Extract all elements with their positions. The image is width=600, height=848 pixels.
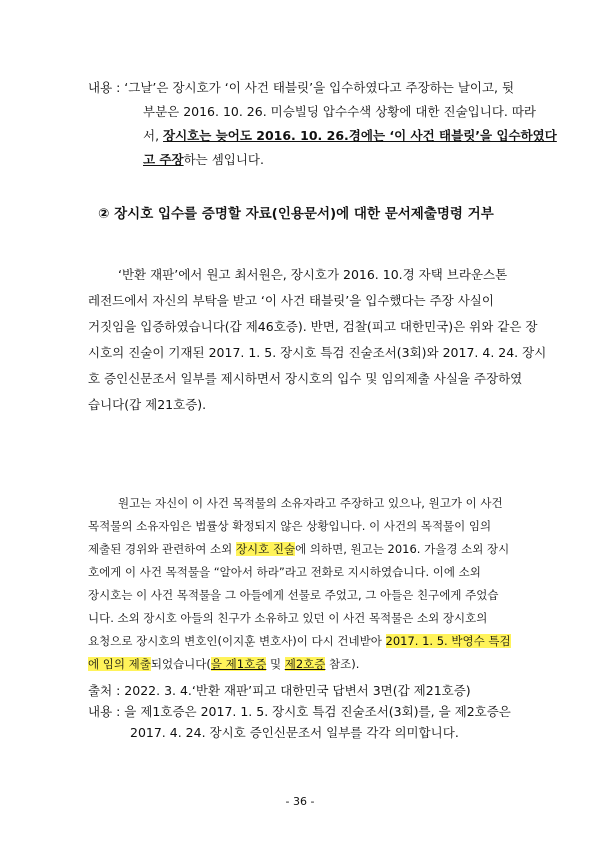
text-line: 호에게 이 사건 목적물을 “알아서 하라”라고 전화로 지시하였습니다. 이에 소외 <box>88 565 481 579</box>
text-line: 장시호는 이 사건 목적물을 그 아들에게 선물로 주었고, 그 아들은 친구에게 주었습 <box>88 588 499 602</box>
text-line: 습니다(갑 제21호증). <box>88 397 207 412</box>
text-run: 서, <box>143 128 164 143</box>
text-line: 니다. 소외 장시호 아들의 친구가 소유하고 있던 이 사건 목적물은 소외 장시호의 <box>88 611 488 625</box>
text-run: 되었습니다( <box>150 657 211 671</box>
highlighted-text: 2017. 1. 5. 박영수 특검 <box>385 634 511 648</box>
highlighted-text: 을 제1호증 <box>210 657 267 671</box>
text-line <box>88 630 528 653</box>
text-line: 거짓임을 입증하였습니다(갑 제46호증). 반면, 검찰(피고 대한민국)은 위와 같은 장 <box>88 319 538 334</box>
text-line <box>88 538 528 561</box>
text-run: 참조). <box>325 657 360 671</box>
text-line: 목적물의 소유자임은 법률상 확정되지 않은 상황입니다. 이 사건의 목적물이 임의 <box>88 519 492 533</box>
text-run: 제출된 경위와 관련하여 소외 <box>88 542 236 556</box>
source-note <box>88 680 528 743</box>
bold-underlined-claim: 장시호는 늦어도 2016. 10. 26.경에는 ‘이 사건 태블릿’을 입수하였다 <box>163 128 557 143</box>
text-line: 시호의 진술이 기재된 2017. 1. 5. 장시호 특검 진술조서(3회)와 2017. 4. 24. 장시 <box>88 345 547 360</box>
source-line: 출처 : 2022. 3. 4.‘반환 재판’피고 대한민국 답변서 3면(갑 제21호증) <box>88 683 471 698</box>
text-line: 레전드에서 자신의 부탁을 받고 ‘이 사건 태블릿’을 입수했다는 주장 사실이 <box>88 293 494 308</box>
text-run: 요청으로 장시호의 변호인(이지훈 변호사)이 다시 건네받아 <box>88 634 386 648</box>
text-run: 및 <box>266 657 285 671</box>
text-line: ‘반환 재판’에서 원고 최서원은, 장시호가 2016. 10.경 자택 브라운스톤 <box>118 267 508 282</box>
text-line <box>88 653 528 676</box>
content-note-section <box>88 76 557 172</box>
content-line: 내용 : 을 제1호증은 2017. 1. 5. 장시호 특검 진술조서(3회)를, 을 제2호증은 <box>88 704 511 719</box>
highlighted-text: 장시호 진술 <box>235 542 296 556</box>
highlighted-text: 에 임의 제출 <box>88 657 151 671</box>
page-number: - 36 - <box>285 795 315 808</box>
text-run: 에 의하면, 원고는 2016. 가을경 소외 장시 <box>295 542 510 556</box>
highlighted-text: 제2호증 <box>284 657 326 671</box>
text-line: 내용 : ‘그날’은 장시호가 ‘이 사건 태블릿’을 입수하였다고 주장하는 날이고, 뒷 <box>88 80 515 95</box>
text-line <box>88 124 557 148</box>
bold-underlined-claim: 고 주장 <box>143 152 184 167</box>
text-line <box>88 148 528 172</box>
content-line: 2017. 4. 24. 장시호 증인신문조서 일부를 각각 의미합니다. <box>130 725 459 740</box>
text-run: 하는 셈입니다. <box>183 152 264 167</box>
text-line: 호 증인신문조서 일부를 제시하면서 장시호의 입수 및 임의제출 사실을 주장하였 <box>88 371 523 386</box>
section-heading: ② 장시호 입수를 증명할 자료(인용문서)에 대한 문서제출명령 거부 <box>98 206 494 222</box>
quoted-excerpt <box>88 492 528 676</box>
body-paragraph <box>88 262 547 418</box>
text-line: 부분은 2016. 10. 26. 미승빌딩 압수수색 상황에 대한 진술입니다. 따라 <box>143 104 537 119</box>
text-line: 원고는 자신이 이 사건 목적물의 소유자라고 주장하고 있으나, 원고가 이 사건 <box>118 496 503 510</box>
